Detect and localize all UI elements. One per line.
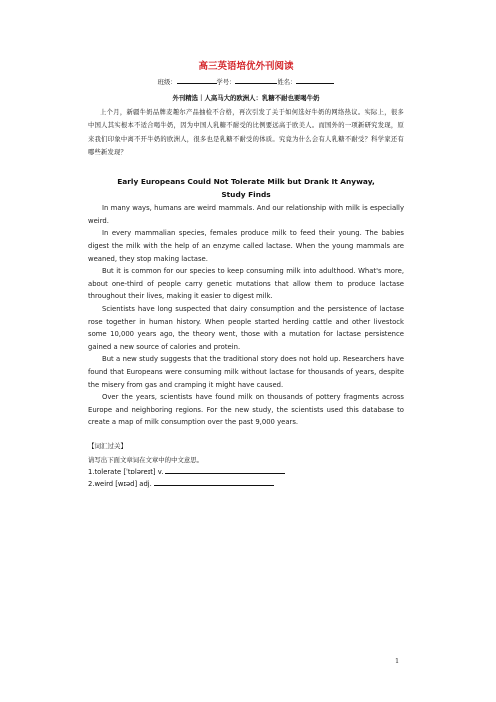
number-blank[interactable] (235, 77, 277, 84)
number-label: 学号： (216, 79, 236, 86)
section-subtitle: 外刊精选｜人高马大的欧洲人：乳糖不耐也要喝牛奶 (172, 94, 320, 102)
article-title: Early Europeans Could Not Tolerate Milk but Drank It Anyway, Study Finds (117, 177, 375, 200)
vocab-heading: 【词汇过关】 (88, 441, 127, 450)
chinese-intro: 上个月，新疆牛奶品牌麦趣尔产品抽检不合格，再次引发了关于如何选好牛奶的网络热议。实际上，很多中国人其实根本不适合喝牛奶，因为中国人乳糖不耐受的比例要远高于欧美人。而国外的一项新研究发现，原来我们印象中离不开牛奶的欧洲人，很多也是乳糖不耐受的体质。究竟为什么会有人乳糖不耐受？科学家还有哪些新发现？ (88, 109, 404, 156)
name-blank[interactable] (296, 77, 334, 84)
article-paragraph: But a new study suggests that the traditional story does not hold up. Researchers have found that Europeans were consuming milk without lactase for thousands of years, despite the misery from gas and cramping it might have caused. (88, 355, 404, 389)
article-paragraph: In many ways, humans are weird mammals. And our relationship with milk is especially weird. (88, 204, 404, 225)
vocab-item (88, 466, 404, 479)
vocab-item (88, 478, 404, 491)
student-info-line (88, 77, 404, 88)
article-paragraph: Over the years, scientists have found milk on thousands of pottery fragments across Europe and neighboring regions. For the new study, the scientists used this database to create a map of milk consumption over the past 9,000 years. (88, 393, 404, 427)
vocab-answer-blank[interactable] (154, 479, 274, 486)
class-label: 班级： (157, 79, 177, 86)
document-content (88, 60, 404, 491)
document-title: 高三英语培优外刊阅读 (198, 61, 294, 72)
name-label: 姓名： (277, 79, 297, 86)
article-paragraph: In every mammalian species, females produce milk to feed their young. The babies digest the milk with the help of an enzyme called lactase. When the young mammals are weaned, they stop making lactase. (88, 229, 404, 263)
class-blank[interactable] (177, 77, 217, 84)
vocab-term: 1.tolerate [ˈtɒlәreɪt] v. (88, 467, 164, 476)
vocab-term: 2.weird [wɪәd] adj. (88, 480, 152, 489)
article-body (88, 202, 404, 429)
article-paragraph: Scientists have long suspected that dairy consumption and the persistence of lactase rose together in human history. When people started herding cattle and other livestock some 10,000 years ago, the theory went, those with a mutation for lactase persistence gained a new source of calories and protein. (88, 304, 404, 351)
vocab-instruction: 请写出下面文章词在文章中的中文意思。 (88, 455, 204, 464)
vocab-answer-blank[interactable] (165, 467, 285, 474)
article-paragraph: But it is common for our species to keep consuming milk into adulthood. What's more, about one-third of people carry genetic mutations that allow them to produce lactase throughout their lives, making it easier to digest milk. (88, 267, 404, 301)
page-number: 1 (395, 657, 400, 665)
